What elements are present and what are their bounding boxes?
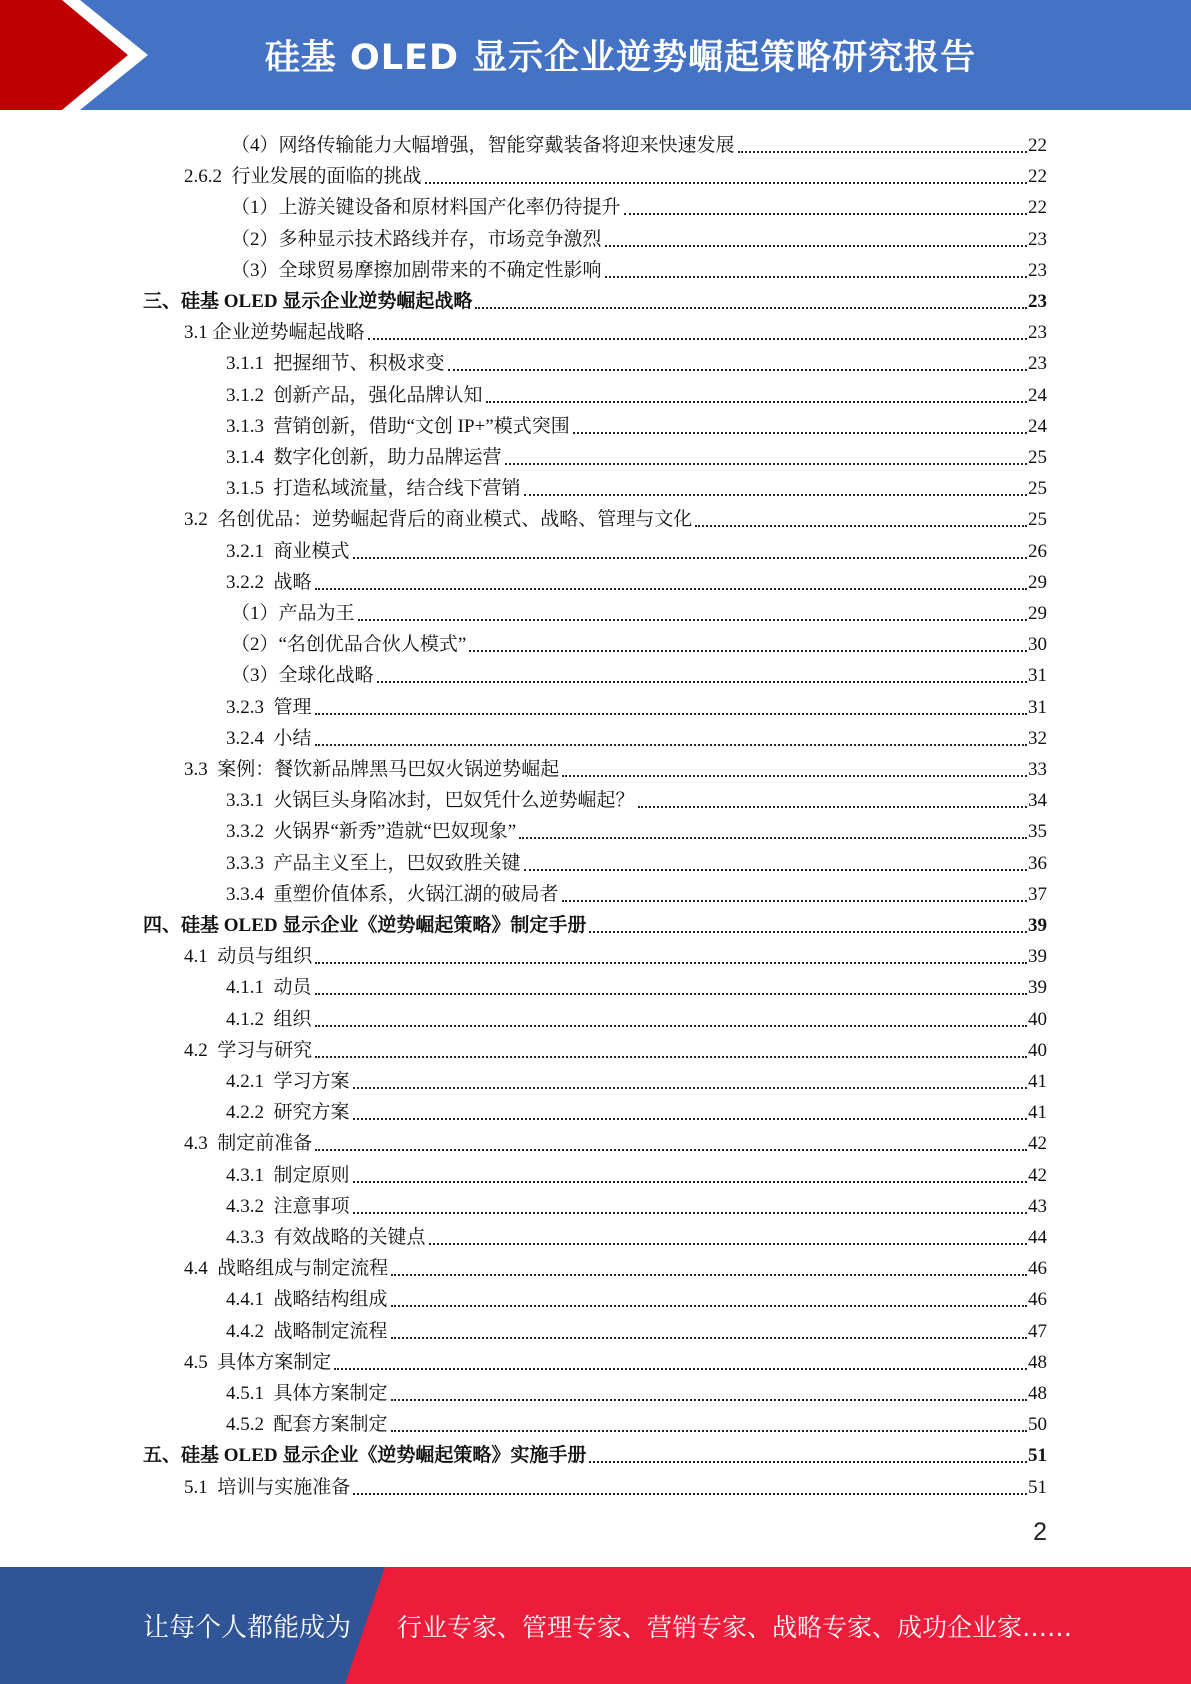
toc-entry[interactable] bbox=[184, 158, 1047, 189]
toc-entry-page: 50 bbox=[1028, 1414, 1047, 1436]
toc-dot-leader bbox=[562, 899, 1027, 902]
toc-entry-page: 48 bbox=[1028, 1351, 1047, 1373]
toc-entry[interactable] bbox=[226, 1313, 1047, 1344]
document-title: 硅基 OLED 显示企业逆势崛起策略研究报告 bbox=[264, 38, 977, 78]
toc-dot-leader bbox=[391, 1398, 1027, 1401]
toc-entry-title: 4.2.2 研究方案 bbox=[226, 1102, 350, 1124]
toc-dot-leader bbox=[391, 1336, 1027, 1339]
toc-dot-leader bbox=[353, 1117, 1027, 1120]
footer-slogan-left: 让每个人都能成为 bbox=[143, 1613, 352, 1643]
toc-dot-leader bbox=[695, 524, 1027, 527]
toc-entry-page: 25 bbox=[1028, 509, 1047, 531]
toc-entry[interactable] bbox=[226, 439, 1047, 470]
toc-entry[interactable] bbox=[231, 189, 1047, 220]
toc-entry-page: 23 bbox=[1028, 228, 1047, 250]
toc-entry[interactable] bbox=[226, 720, 1047, 751]
toc-entry-page: 44 bbox=[1028, 1227, 1047, 1248]
toc-entry-title: （2）“名创优品合伙人模式” bbox=[231, 634, 467, 656]
toc-entry-title: 3.3.1 火锅巨头身陷冰封，巴奴凭什么逆势崛起？ bbox=[226, 790, 635, 812]
toc-dot-leader bbox=[524, 868, 1027, 871]
toc-entry-title: 3.2.2 战略 bbox=[226, 571, 312, 593]
toc-entry-page: 43 bbox=[1028, 1195, 1047, 1217]
toc-entry-title: 4.4 战略组成与制定流程 bbox=[184, 1258, 389, 1280]
toc-entry-title: 4.5.1 具体方案制定 bbox=[226, 1383, 388, 1404]
toc-entry[interactable] bbox=[143, 1437, 1047, 1468]
toc-dot-leader bbox=[638, 805, 1027, 808]
toc-entry-title: 3.2.3 管理 bbox=[226, 696, 312, 718]
toc-entry[interactable] bbox=[226, 1219, 1047, 1250]
toc-dot-leader bbox=[391, 1273, 1027, 1276]
toc-entry-title: 3.2.4 小结 bbox=[226, 727, 312, 749]
toc-dot-leader bbox=[315, 743, 1027, 746]
toc-entry-title: 4.5.2 配套方案制定 bbox=[226, 1414, 388, 1436]
toc-entry-title: 2.6.2 行业发展的面临的挑战 bbox=[184, 166, 422, 188]
toc-entry-page: 41 bbox=[1028, 1071, 1047, 1092]
toc-entry[interactable] bbox=[226, 1375, 1047, 1406]
toc-entry-page: 42 bbox=[1028, 1133, 1047, 1155]
toc-entry[interactable] bbox=[226, 564, 1047, 595]
toc-entry[interactable] bbox=[226, 345, 1047, 376]
toc-entry[interactable] bbox=[231, 657, 1047, 688]
toc-entry-title: （3）全球贸易摩擦加剧带来的不确定性影响 bbox=[231, 259, 602, 281]
toc-entry-title: 3.1.1 把握细节、积极求变 bbox=[226, 353, 445, 375]
toc-entry[interactable] bbox=[184, 1032, 1047, 1063]
toc-entry-page: 40 bbox=[1028, 1008, 1047, 1030]
toc-entry[interactable] bbox=[226, 533, 1047, 564]
page-footer bbox=[0, 1567, 1191, 1684]
toc-entry[interactable] bbox=[226, 1281, 1047, 1312]
toc-entry[interactable] bbox=[226, 1063, 1047, 1094]
toc-dot-leader bbox=[391, 1304, 1027, 1307]
toc-entry[interactable] bbox=[226, 470, 1047, 501]
toc-dot-leader bbox=[368, 337, 1027, 340]
toc-entry-page: 30 bbox=[1028, 634, 1047, 656]
toc-entry[interactable] bbox=[231, 595, 1047, 626]
toc-dot-leader bbox=[391, 1429, 1027, 1432]
toc-entry[interactable] bbox=[143, 283, 1047, 314]
toc-entry[interactable] bbox=[226, 1001, 1047, 1032]
toc-entry-page: 37 bbox=[1028, 883, 1047, 905]
toc-entry[interactable] bbox=[226, 1406, 1047, 1437]
toc-entry-title: 3.1.3 营销创新，借助“文创 IP+”模式突围 bbox=[226, 415, 570, 437]
toc-dot-leader bbox=[425, 181, 1027, 184]
toc-entry-title: 3.2 名创优品：逆势崛起背后的商业模式、战略、管理与文化 bbox=[184, 509, 693, 531]
toc-entry-title: 3.3.2 火锅界“新秀”造就“巴奴现象” bbox=[226, 821, 517, 843]
toc-entry-page: 48 bbox=[1028, 1383, 1047, 1404]
toc-dot-leader bbox=[358, 618, 1027, 621]
toc-entry-page: 39 bbox=[1028, 977, 1047, 999]
toc-dot-leader bbox=[315, 587, 1027, 590]
toc-entry-page: 23 bbox=[1028, 353, 1047, 375]
toc-entry-title: （4）网络传输能力大幅增强，智能穿戴装备将迎来快速发展 bbox=[231, 135, 735, 156]
toc-entry[interactable] bbox=[184, 1469, 1047, 1500]
toc-entry-title: （1）上游关键设备和原材料国产化率仍待提升 bbox=[231, 197, 621, 219]
toc-entry-title: 3.1.2 创新产品，强化品牌认知 bbox=[226, 384, 483, 406]
toc-entry-title: 4.4.2 战略制定流程 bbox=[226, 1320, 388, 1342]
toc-entry-title: 四、硅基 OLED 显示企业《逆势崛起策略》制定手册 bbox=[143, 915, 587, 936]
toc-entry[interactable] bbox=[184, 314, 1047, 345]
toc-entry-title: （3）全球化战略 bbox=[231, 665, 374, 687]
toc-dot-leader bbox=[573, 431, 1027, 434]
toc-entry-title: 五、硅基 OLED 显示企业《逆势崛起策略》实施手册 bbox=[143, 1445, 587, 1467]
toc-dot-leader bbox=[605, 244, 1027, 247]
toc-dot-leader bbox=[562, 774, 1027, 777]
toc-dot-leader bbox=[738, 150, 1027, 153]
toc-entry-page: 39 bbox=[1028, 915, 1047, 936]
toc-dot-leader bbox=[315, 1024, 1027, 1027]
toc-entry-page: 36 bbox=[1028, 852, 1047, 874]
toc-entry-title: 4.1.2 组织 bbox=[226, 1008, 312, 1030]
toc-entry-page: 23 bbox=[1028, 291, 1047, 312]
toc-dot-leader bbox=[353, 556, 1027, 559]
toc-entry-title: 4.3.1 制定原则 bbox=[226, 1164, 350, 1186]
toc-entry[interactable] bbox=[184, 1250, 1047, 1281]
toc-entry-title: 4.3.3 有效战略的关键点 bbox=[226, 1227, 426, 1248]
toc-entry-title: 3.3.4 重塑价值体系，火锅江湖的破局者 bbox=[226, 883, 559, 905]
toc-entry[interactable] bbox=[226, 969, 1047, 1000]
toc-dot-leader bbox=[448, 368, 1027, 371]
toc-entry-page: 51 bbox=[1028, 1445, 1047, 1467]
toc-dot-leader bbox=[315, 1148, 1027, 1151]
toc-dot-leader bbox=[315, 992, 1027, 995]
toc-dot-leader bbox=[589, 930, 1027, 933]
toc-entry-title: 4.3.2 注意事项 bbox=[226, 1195, 350, 1217]
toc-entry[interactable] bbox=[184, 501, 1047, 532]
toc-entry-title: 3.1.4 数字化创新，助力品牌运营 bbox=[226, 447, 502, 468]
toc-entry-page: 23 bbox=[1028, 259, 1047, 281]
toc-entry[interactable] bbox=[226, 845, 1047, 876]
toc-dot-leader bbox=[519, 836, 1027, 839]
toc-entry-page: 32 bbox=[1028, 727, 1047, 749]
toc-entry[interactable] bbox=[226, 813, 1047, 844]
toc-entry-page: 31 bbox=[1028, 696, 1047, 718]
toc-entry-title: （1）产品为王 bbox=[231, 603, 355, 624]
toc-dot-leader bbox=[469, 649, 1027, 652]
toc-entry[interactable] bbox=[226, 1188, 1047, 1219]
toc-entry-page: 51 bbox=[1028, 1476, 1047, 1498]
toc-entry[interactable] bbox=[226, 408, 1047, 439]
toc-dot-leader bbox=[505, 462, 1027, 465]
toc-entry[interactable] bbox=[231, 221, 1047, 252]
toc-entry-page: 24 bbox=[1028, 384, 1047, 406]
toc-dot-leader bbox=[605, 275, 1027, 278]
toc-entry-title: 4.1.1 动员 bbox=[226, 977, 312, 999]
toc-entry-title: 4.4.1 战略结构组成 bbox=[226, 1289, 388, 1311]
toc-dot-leader bbox=[429, 1242, 1027, 1245]
page-header bbox=[0, 0, 1191, 110]
toc-entry-title: 3.1 企业逆势崛起战略 bbox=[184, 322, 365, 344]
toc-entry[interactable] bbox=[226, 689, 1047, 720]
toc-entry-title: 3.1.5 打造私域流量，结合线下营销 bbox=[226, 478, 521, 500]
toc-entry[interactable] bbox=[226, 377, 1047, 408]
toc-dot-leader bbox=[353, 1180, 1027, 1183]
toc-entry-title: 3.3 案例：餐饮新品牌黑马巴奴火锅逆势崛起 bbox=[184, 759, 560, 780]
toc-entry-page: 31 bbox=[1028, 665, 1047, 687]
toc-dot-leader bbox=[377, 680, 1027, 683]
toc-entry-page: 47 bbox=[1028, 1320, 1047, 1342]
toc-dot-leader bbox=[624, 212, 1027, 215]
toc-entry-page: 24 bbox=[1028, 415, 1047, 437]
toc-entry-title: 4.5 具体方案制定 bbox=[184, 1351, 332, 1373]
toc-entry-title: 4.2 学习与研究 bbox=[184, 1039, 313, 1061]
toc-entry-page: 22 bbox=[1028, 197, 1047, 219]
toc-entry-page: 39 bbox=[1028, 946, 1047, 968]
toc-entry-page: 46 bbox=[1028, 1258, 1047, 1280]
toc-entry-title: 4.1 动员与组织 bbox=[184, 946, 313, 968]
toc-entry[interactable] bbox=[231, 626, 1047, 657]
toc-entry[interactable] bbox=[143, 907, 1047, 938]
toc-entry[interactable] bbox=[184, 1125, 1047, 1156]
toc-entry[interactable] bbox=[231, 252, 1047, 283]
toc-entry-title: （2）多种显示技术路线并存，市场竞争激烈 bbox=[231, 228, 602, 250]
toc-entry[interactable] bbox=[226, 1157, 1047, 1188]
toc-entry[interactable] bbox=[226, 876, 1047, 907]
toc-dot-leader bbox=[315, 1055, 1027, 1058]
toc-entry-page: 29 bbox=[1028, 571, 1047, 593]
toc-entry-page: 25 bbox=[1028, 447, 1047, 468]
toc-entry-title: 3.2.1 商业模式 bbox=[226, 540, 350, 562]
toc-entry-page: 29 bbox=[1028, 603, 1047, 624]
toc-entry-title: 4.2.1 学习方案 bbox=[226, 1071, 350, 1092]
toc-entry[interactable] bbox=[226, 782, 1047, 813]
toc-entry-title: 5.1 培训与实施准备 bbox=[184, 1476, 351, 1498]
toc-entry-page: 46 bbox=[1028, 1289, 1047, 1311]
toc-entry-title: 三、硅基 OLED 显示企业逆势崛起战略 bbox=[143, 291, 473, 312]
toc-entry-page: 33 bbox=[1028, 759, 1047, 780]
toc-dot-leader bbox=[353, 1086, 1027, 1089]
toc-entry-page: 41 bbox=[1028, 1102, 1047, 1124]
toc-entry-title: 4.3 制定前准备 bbox=[184, 1133, 313, 1155]
toc-dot-leader bbox=[353, 1211, 1027, 1214]
toc-entry[interactable] bbox=[184, 938, 1047, 969]
toc-entry-page: 23 bbox=[1028, 322, 1047, 344]
toc-dot-leader bbox=[589, 1460, 1027, 1463]
toc-entry-page: 26 bbox=[1028, 540, 1047, 562]
toc-entry-page: 22 bbox=[1028, 135, 1047, 156]
toc-dot-leader bbox=[486, 400, 1027, 403]
toc-entry-page: 40 bbox=[1028, 1039, 1047, 1061]
toc-entry[interactable] bbox=[231, 127, 1047, 158]
toc-entry-page: 35 bbox=[1028, 821, 1047, 843]
toc-dot-leader bbox=[475, 306, 1027, 309]
toc-entry[interactable] bbox=[184, 751, 1047, 782]
page-number: 2 bbox=[1033, 1518, 1047, 1546]
toc-entry[interactable] bbox=[184, 1344, 1047, 1375]
toc-entry-page: 34 bbox=[1028, 790, 1047, 812]
footer-slogan-right: 行业专家、管理专家、营销专家、战略专家、成功企业家…… bbox=[397, 1612, 1073, 1642]
toc-dot-leader bbox=[315, 961, 1027, 964]
toc-entry-page: 42 bbox=[1028, 1164, 1047, 1186]
toc-entry-title: 3.3.3 产品主义至上，巴奴致胜关键 bbox=[226, 852, 521, 874]
toc-dot-leader bbox=[524, 493, 1027, 496]
toc-dot-leader bbox=[315, 712, 1027, 715]
header-arrow-decoration bbox=[0, 0, 160, 110]
toc-dot-leader bbox=[334, 1367, 1027, 1370]
toc-dot-leader bbox=[353, 1492, 1027, 1495]
toc-entry-page: 25 bbox=[1028, 478, 1047, 500]
toc-entry-page: 22 bbox=[1028, 166, 1047, 188]
toc-entry[interactable] bbox=[226, 1094, 1047, 1125]
